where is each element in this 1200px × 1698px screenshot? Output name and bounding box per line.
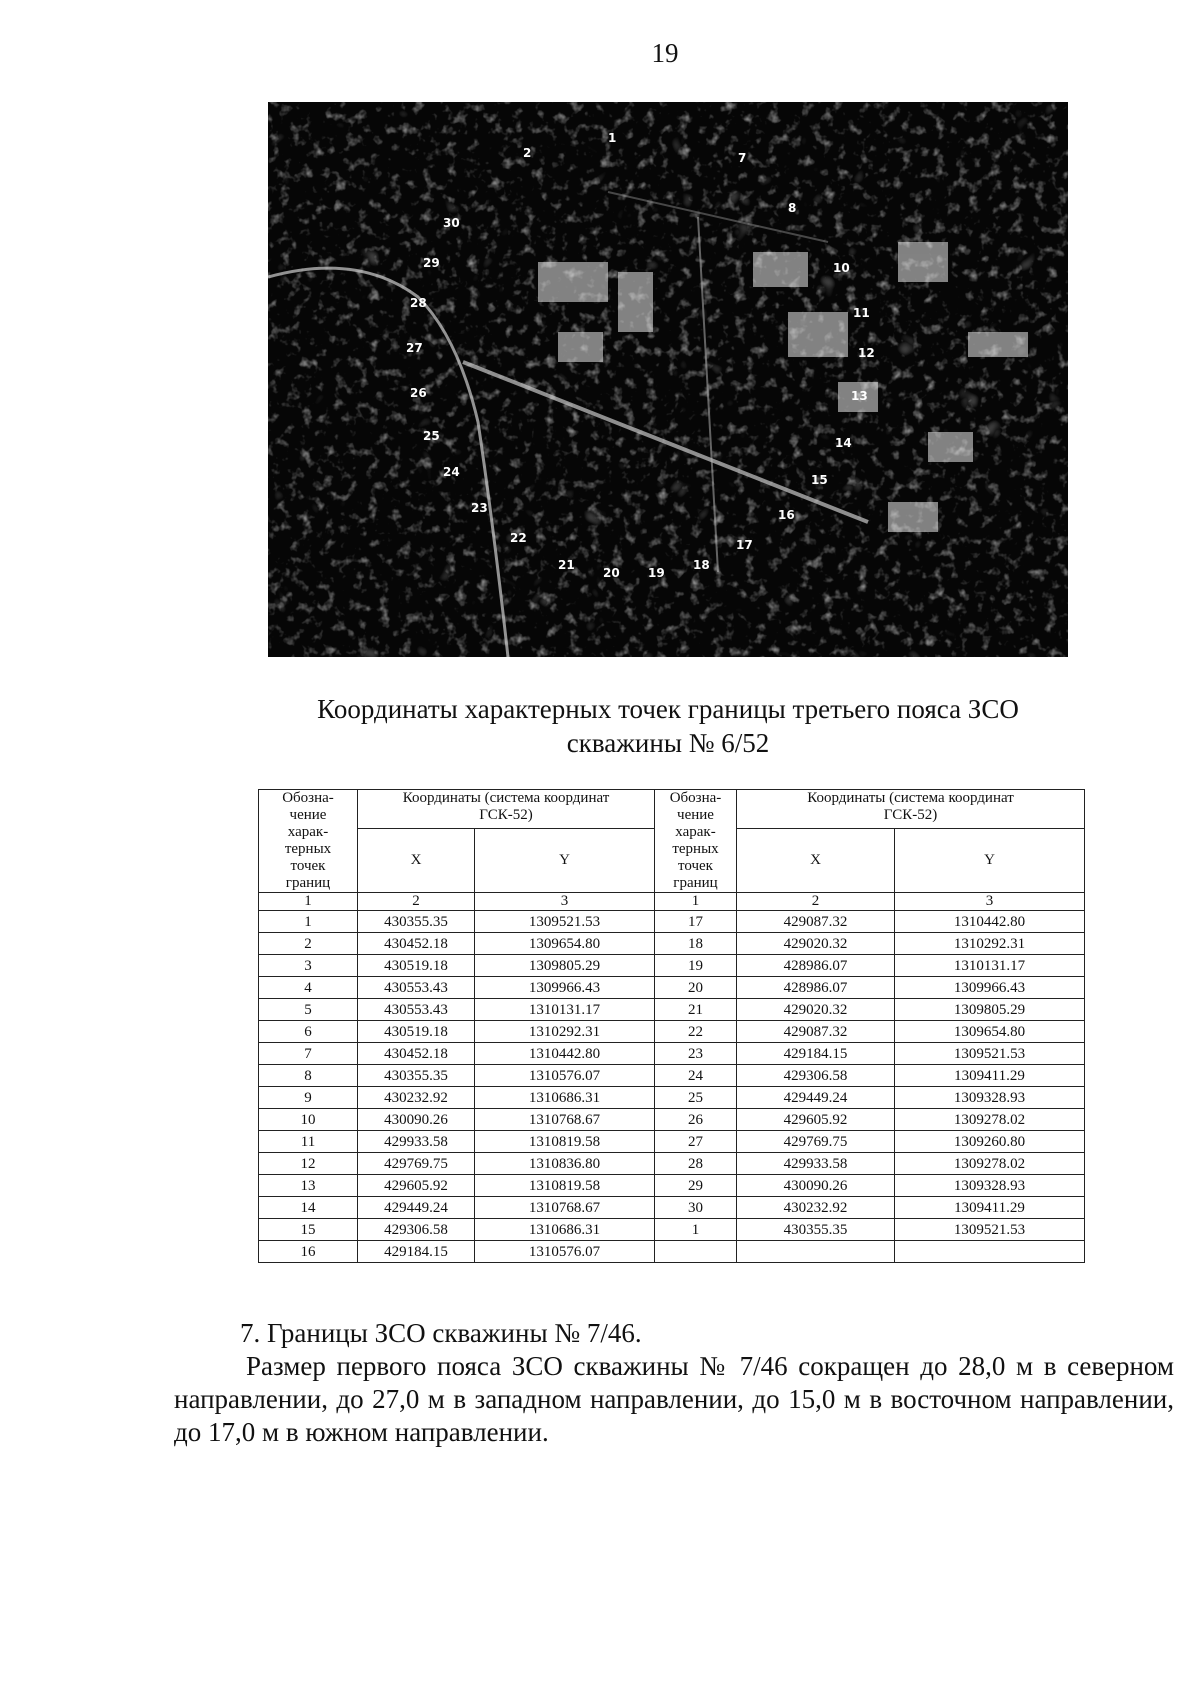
table-cell: 429087.32: [737, 911, 895, 933]
table-cell: 1310768.67: [475, 1197, 655, 1219]
map-point-label: 1: [608, 131, 617, 145]
table-cell: 430452.18: [358, 933, 475, 955]
table-cell: 1310131.17: [475, 999, 655, 1021]
table-cell: 10: [259, 1109, 358, 1131]
table-cell: 5: [259, 999, 358, 1021]
column-number: 3: [475, 893, 655, 911]
header-point-designation: Обозна- чение харак- терных точек границ: [259, 790, 358, 893]
column-number: 1: [655, 893, 737, 911]
table-cell: 21: [655, 999, 737, 1021]
table-caption: [268, 692, 1068, 760]
map-point-label: 10: [833, 261, 850, 275]
table-cell: 9: [259, 1087, 358, 1109]
table-cell: 29: [655, 1175, 737, 1197]
table-cell: 429605.92: [358, 1175, 475, 1197]
table-cell: 429769.75: [737, 1131, 895, 1153]
body-paragraph: Размер первого пояса ЗСО скважины № 7/46 сокращен до 28,0 м в северном направлении, до 27,0 м в западном направлении, до 15,0 м в восточном направлении, до 17,0 м в южном направлении.: [174, 1351, 1174, 1447]
table-cell: 430355.35: [737, 1219, 895, 1241]
table-row: [259, 1219, 1085, 1241]
table-cell: 27: [655, 1131, 737, 1153]
header-coordinates: Координаты (система координат ГСК-52): [358, 790, 655, 829]
column-number: 2: [737, 893, 895, 911]
table-cell: 429769.75: [358, 1153, 475, 1175]
table-cell: 15: [259, 1219, 358, 1241]
table-cell: 1310819.58: [475, 1175, 655, 1197]
table-row: [259, 1175, 1085, 1197]
table-cell: 1309805.29: [475, 955, 655, 977]
table-cell: 16: [259, 1241, 358, 1263]
table-cell: [655, 1241, 737, 1263]
table-cell: 1309521.53: [895, 1219, 1085, 1241]
table-cell: 429184.15: [358, 1241, 475, 1263]
map-point-label: 25: [423, 429, 440, 443]
table-cell: 430090.26: [737, 1175, 895, 1197]
table-cell: 22: [655, 1021, 737, 1043]
column-number: 2: [358, 893, 475, 911]
section-title: 7. Границы ЗСО скважины № 7/46.: [240, 1318, 642, 1348]
table-cell: 1310292.31: [475, 1021, 655, 1043]
table-cell: 11: [259, 1131, 358, 1153]
table-cell: 1: [655, 1219, 737, 1241]
table-cell: 1309278.02: [895, 1153, 1085, 1175]
map-point-label: 7: [738, 151, 747, 165]
map-point-label: 11: [853, 306, 870, 320]
table-cell: 12: [259, 1153, 358, 1175]
table-cell: 429605.92: [737, 1109, 895, 1131]
table-cell: 18: [655, 933, 737, 955]
table-cell: 429020.32: [737, 933, 895, 955]
table-cell: 1309328.93: [895, 1087, 1085, 1109]
table-cell: 4: [259, 977, 358, 999]
table-cell: 1309260.80: [895, 1131, 1085, 1153]
table-row: [259, 1197, 1085, 1219]
table-cell: 23: [655, 1043, 737, 1065]
table-cell: 1309966.43: [475, 977, 655, 999]
table-cell: 1310131.17: [895, 955, 1085, 977]
map-graphic: [268, 102, 1068, 657]
table-cell: 430355.35: [358, 1065, 475, 1087]
map-point-label: 2: [523, 146, 532, 160]
table-cell: 1309411.29: [895, 1197, 1085, 1219]
table-cell: 1309278.02: [895, 1109, 1085, 1131]
table-row: [259, 1109, 1085, 1131]
table-cell: 428986.07: [737, 955, 895, 977]
map-point-label: 14: [835, 436, 852, 450]
table-row: [259, 911, 1085, 933]
table-cell: 430090.26: [358, 1109, 475, 1131]
table-cell: 1310819.58: [475, 1131, 655, 1153]
table-cell: 17: [655, 911, 737, 933]
map-point-label: 20: [603, 566, 620, 580]
table-cell: 28: [655, 1153, 737, 1175]
map-point-label: 15: [811, 473, 828, 487]
table-cell: 2: [259, 933, 358, 955]
table-row: [259, 1241, 1085, 1263]
map-point-label: 12: [858, 346, 875, 360]
table-cell: 13: [259, 1175, 358, 1197]
caption-line-1: Координаты характерных точек границы третьего пояса ЗСО: [317, 694, 1019, 724]
header-coordinates: Координаты (система координат ГСК-52): [737, 790, 1085, 829]
table-cell: 429933.58: [358, 1131, 475, 1153]
table-cell: 8: [259, 1065, 358, 1087]
page-number: 19: [651, 38, 679, 68]
table-cell: 26: [655, 1109, 737, 1131]
table-cell: 1310576.07: [475, 1241, 655, 1263]
map-point-label: 27: [406, 341, 423, 355]
table-cell: 1310768.67: [475, 1109, 655, 1131]
table-cell: 1309411.29: [895, 1065, 1085, 1087]
table-row: [259, 1021, 1085, 1043]
table-cell: 1: [259, 911, 358, 933]
table-cell: 3: [259, 955, 358, 977]
table-row: [259, 933, 1085, 955]
map-point-label: 21: [558, 558, 575, 572]
header-x: X: [358, 829, 475, 893]
table-cell: 19: [655, 955, 737, 977]
header-x: X: [737, 829, 895, 893]
table-cell: 430553.43: [358, 977, 475, 999]
table-cell: 430553.43: [358, 999, 475, 1021]
table-cell: 430232.92: [358, 1087, 475, 1109]
table-cell: 429449.24: [358, 1197, 475, 1219]
table-cell: 429933.58: [737, 1153, 895, 1175]
table-cell: 1309521.53: [475, 911, 655, 933]
table-cell: 1310576.07: [475, 1065, 655, 1087]
table-cell: 6: [259, 1021, 358, 1043]
table-body: [259, 911, 1085, 1263]
table-cell: 1310686.31: [475, 1087, 655, 1109]
table-cell: 430519.18: [358, 1021, 475, 1043]
map-point-label: 24: [443, 465, 460, 479]
table-cell: 7: [259, 1043, 358, 1065]
table-cell: 430452.18: [358, 1043, 475, 1065]
table-cell: 429306.58: [358, 1219, 475, 1241]
table-cell: 1310686.31: [475, 1219, 655, 1241]
map-point-label: 17: [736, 538, 753, 552]
table-cell: 429020.32: [737, 999, 895, 1021]
table-cell: 1309966.43: [895, 977, 1085, 999]
table-cell: 1309654.80: [475, 933, 655, 955]
table-row: [259, 1131, 1085, 1153]
map-point-label: 30: [443, 216, 460, 230]
table-row: [259, 999, 1085, 1021]
map-point-label: 18: [693, 558, 710, 572]
coordinates-table-wrap: [258, 789, 1084, 1263]
table-cell: 1310442.80: [475, 1043, 655, 1065]
table-cell: 430355.35: [358, 911, 475, 933]
table-cell: 1309654.80: [895, 1021, 1085, 1043]
map-point-label: 29: [423, 256, 440, 270]
table-cell: 430519.18: [358, 955, 475, 977]
map-point-label: 8: [788, 201, 797, 215]
table-cell: 429087.32: [737, 1021, 895, 1043]
table-cell: 429306.58: [737, 1065, 895, 1087]
table-cell: 1310442.80: [895, 911, 1085, 933]
column-number: 1: [259, 893, 358, 911]
satellite-map-image: [268, 102, 1068, 657]
table-row: [259, 1153, 1085, 1175]
table-cell: 1310292.31: [895, 933, 1085, 955]
header-y: Y: [475, 829, 655, 893]
table-cell: 24: [655, 1065, 737, 1087]
map-point-label: 22: [510, 531, 527, 545]
map-point-label: 23: [471, 501, 488, 515]
map-point-label: 13: [851, 389, 868, 403]
header-point-designation: Обозна- чение харак- терных точек границ: [655, 790, 737, 893]
coordinates-table: [258, 789, 1085, 1263]
table-row: [259, 955, 1085, 977]
table-cell: 30: [655, 1197, 737, 1219]
table-cell: 1310836.80: [475, 1153, 655, 1175]
table-cell: 25: [655, 1087, 737, 1109]
table-row: [259, 1043, 1085, 1065]
table-cell: 428986.07: [737, 977, 895, 999]
table-cell: [737, 1241, 895, 1263]
column-number: 3: [895, 893, 1085, 911]
table-row: [259, 1087, 1085, 1109]
caption-line-2: скважины № 6/52: [566, 728, 770, 758]
table-row: [259, 977, 1085, 999]
table-cell: 1309521.53: [895, 1043, 1085, 1065]
table-cell: 14: [259, 1197, 358, 1219]
table-cell: 430232.92: [737, 1197, 895, 1219]
map-point-label: 28: [410, 296, 427, 310]
map-point-label: 26: [410, 386, 427, 400]
header-y: Y: [895, 829, 1085, 893]
table-cell: 429449.24: [737, 1087, 895, 1109]
table-cell: 429184.15: [737, 1043, 895, 1065]
map-point-label: 16: [778, 508, 795, 522]
table-cell: [895, 1241, 1085, 1263]
table-row: [259, 1065, 1085, 1087]
table-cell: 1309328.93: [895, 1175, 1085, 1197]
table-cell: 20: [655, 977, 737, 999]
map-point-label: 19: [648, 566, 665, 580]
column-number-row: [259, 893, 1085, 911]
table-cell: 1309805.29: [895, 999, 1085, 1021]
